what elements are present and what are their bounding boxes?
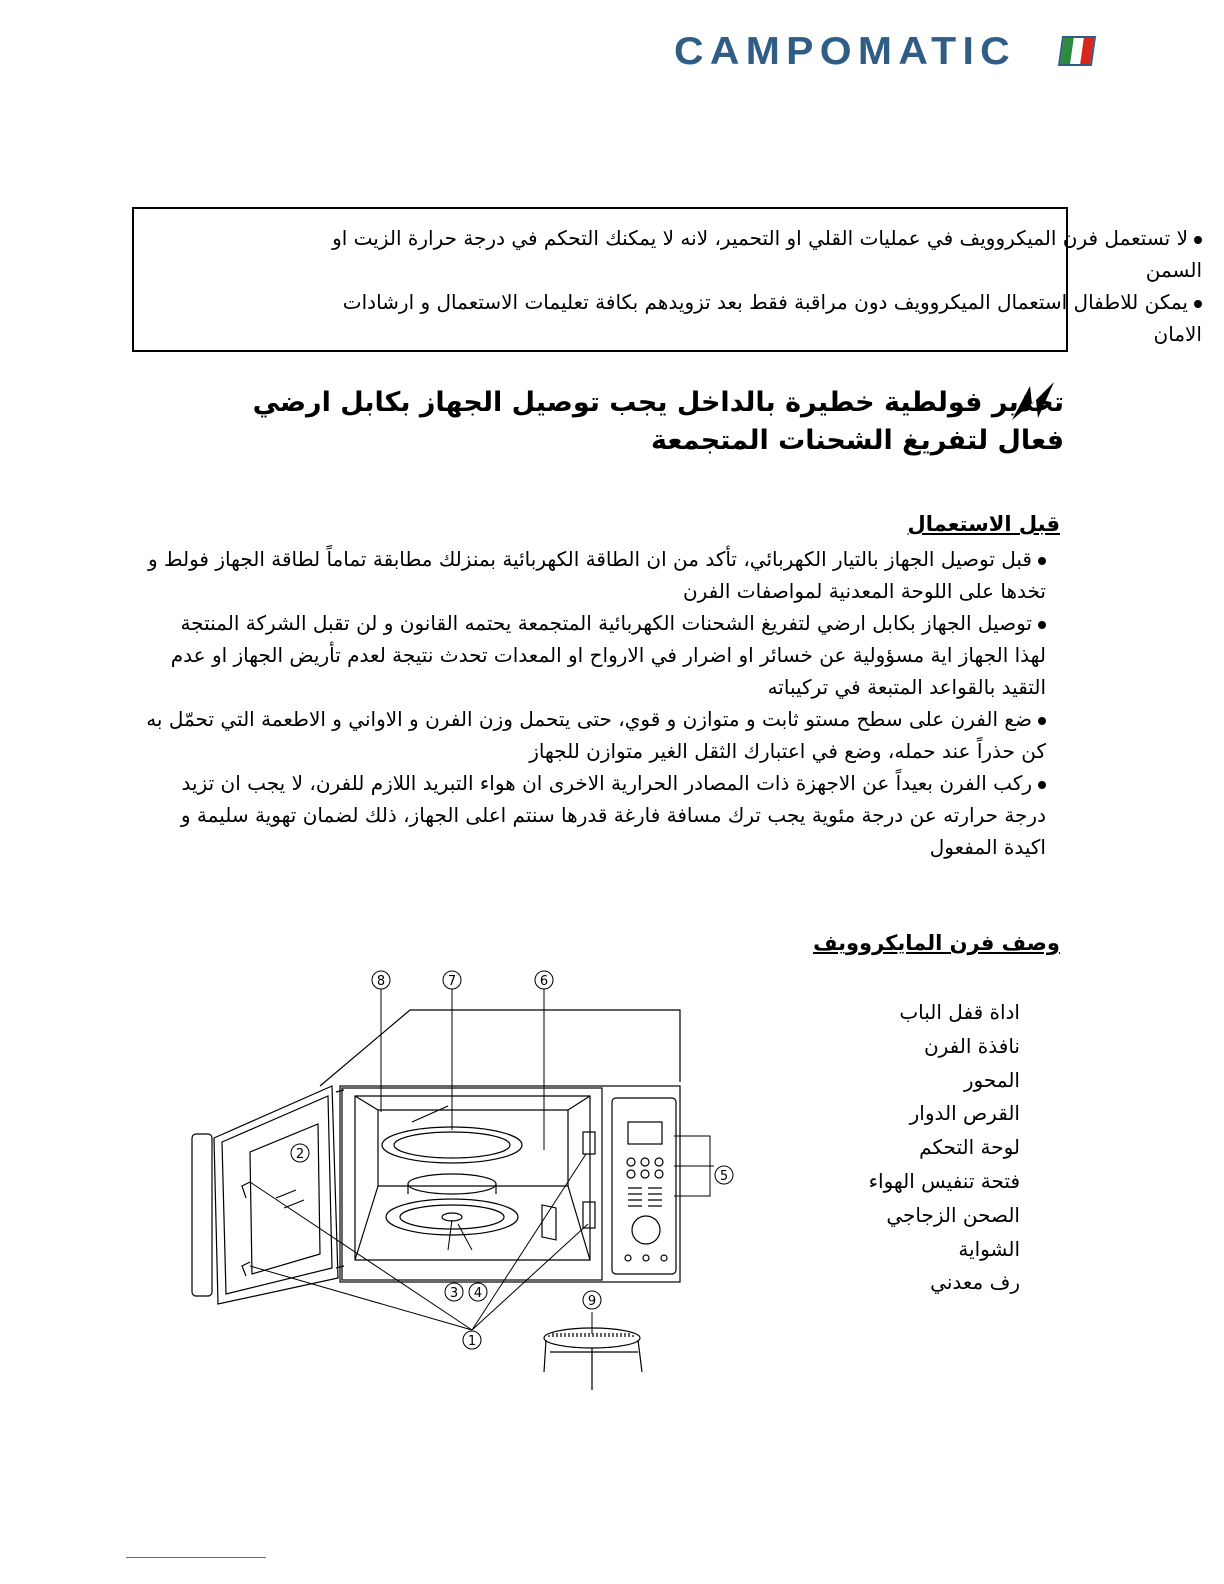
bullet-icon (1038, 781, 1046, 789)
part-label: اداة قفل الباب (899, 1000, 1020, 1024)
italy-flag-icon (1058, 36, 1096, 66)
air-vent (583, 1132, 595, 1154)
before-use-item: توصيل الجهاز بكابل ارضي لتفريغ الشحنات الكهربائية المتجمعة يحتمه القانون و لن تقبل الشركة المنتجة لهذا الجهاز اية مسؤولية عن خسائر او اضرار في الارواح او المعدات تحدث نتيجة لعدم تأريض الجهاز او عدم التقيد بالقواعد المتبعة في تركيباته (170, 611, 1046, 699)
brand-name: CAMPOMATIC (674, 30, 1017, 73)
part-label: المحور (963, 1067, 1020, 1092)
oven-body (320, 1010, 680, 1282)
callout-numbers (291, 971, 733, 1349)
air-vent (583, 1202, 595, 1228)
callout-label: 1 (467, 1334, 477, 1349)
callout-label: 4 (473, 1286, 483, 1301)
bullet-icon (1194, 236, 1202, 244)
bullet-icon (1194, 300, 1202, 308)
description-heading: وصف فرن المايكروويف (813, 931, 1060, 955)
before-use-item: قبل توصيل الجهاز بالتيار الكهربائي، تأكد من ان الطاقة الكهربائية بمنزلك مطابقة تماماً لطاقة الجهاز فولط و تخدها على اللوحة المعدنية لمواصفات الفرن (148, 547, 1046, 603)
warning-item: لا تستعمل فرن الميكروويف في عمليات القلي او التحمير، لانه لا يمكنك التحكم في درجة حرارة الزيت او السمن (332, 226, 1202, 282)
before-use-heading: قبل الاستعمال (907, 512, 1060, 536)
danger-notice: تحذير فولطية خطيرة بالداخل يجب توصيل الجهاز بكابل ارضي فعال لتفريغ الشحنات المتجمعة (252, 387, 1064, 456)
part-label: فتحة تنفيس الهواء (868, 1168, 1020, 1193)
part-label: الصحن الزجاجي (886, 1202, 1020, 1227)
callout-label: 7 (447, 974, 457, 989)
warning-list (322, 222, 1202, 350)
callout-label: 6 (539, 974, 549, 989)
bullet-icon (1038, 621, 1046, 629)
part-label: الشواية (958, 1236, 1020, 1261)
microwave-diagram (180, 962, 740, 1402)
flag-stripe-red (1080, 38, 1094, 64)
control-panel (612, 1098, 676, 1274)
part-label: نافذة الفرن (923, 1033, 1020, 1058)
callout-label: 8 (376, 974, 386, 989)
bullet-icon (1038, 717, 1046, 725)
callout-label: 3 (449, 1286, 459, 1301)
before-use-item: ركب الفرن بعيداً عن الاجهزة ذات المصادر الحرارية الاخرى ان هواء التبريد اللازم للفرن، لا يجب ان تزيد درجة حرارته عن درجة مئوية يجب ترك مسافة فارغة قدرها سنتم اعلى الجهاز، ذلك لضمان تهوية سليمة و اكيدة المفعول (180, 771, 1046, 859)
callout-label: 9 (587, 1294, 597, 1309)
turntable-assembly (382, 1127, 522, 1235)
waveguide-cover (542, 1205, 556, 1240)
brand-logo (674, 30, 1094, 73)
bullet-icon (1038, 557, 1046, 565)
metal-rack (544, 1328, 642, 1390)
before-use-list (146, 543, 1046, 863)
part-label: لوحة التحكم (919, 1135, 1020, 1160)
part-label: رف معدني (930, 1270, 1020, 1295)
part-label: القرص الدوار (909, 1101, 1020, 1126)
parts-legend (760, 996, 1020, 1300)
footnote-divider (126, 1557, 266, 1558)
callout-label: 5 (719, 1169, 729, 1184)
callout-label: 2 (295, 1147, 305, 1162)
before-use-item: ضع الفرن على سطح مستو ثابت و متوازن و قوي، حتى يتحمل وزن الفرن و الاواني و الاطعمة التي تحمّل به كن حذراً عند حمله، وضع في اعتبارك الثقل الغير متوازن للجهاز (146, 707, 1046, 763)
warning-item: يمكن للاطفال استعمال الميكروويف دون مراقبة فقط بعد تزويدهم بكافة تعليمات الاستعمال و ارشادات الامان (342, 290, 1202, 346)
